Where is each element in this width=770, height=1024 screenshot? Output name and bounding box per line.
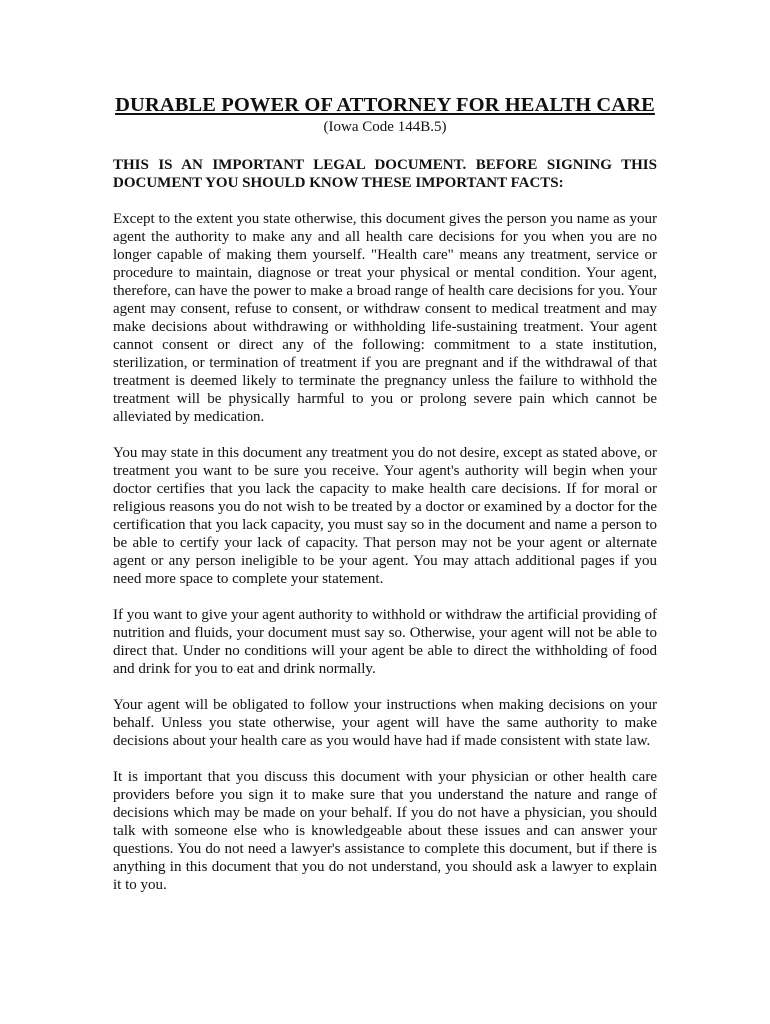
paragraph-treatment-statement: You may state in this document any treatment you do not desire, except as stated above, or treatment you want to be sure you receive. Your agent's authority will begin when your doctor certifies that you lack the capacity to make health care decisions. If for moral or religious reasons you do not wish to be treated by a doctor or examined by a doctor for the certification that you lack capacity, you must say so in the document and name a person to be able to certify your lack of capacity. That person may not be your agent or alternate agent or any person ineligible to be your agent. You may attach additional pages if you need more space to complete your statement.: [113, 445, 657, 587]
paragraph-nutrition-fluids: If you want to give your agent authority to withhold or withdraw the artificial providing of nutrition and fluids, your document must say so. Otherwise, your agent will not be able to direct that. Under no conditions will your agent be able to direct the withholding of food and drink for you to eat and drink normally.: [113, 607, 657, 677]
document-page: [113, 92, 657, 894]
paragraph-agent-authority: Except to the extent you state otherwise, this document gives the person you name as your agent the authority to make any and all health care decisions for you when you are no longer capable of making them yourself. "Health care" means any treatment, service or procedure to maintain, diagnose or treat your physical or mental condition. Your agent, therefore, can have the power to make a broad range of health care decisions for you. Your agent may consent, refuse to consent, or withdraw consent to medical treatment and may make decisions about withdrawing or withholding life-sustaining treatment. Your agent cannot consent or direct any of the following: commitment to a state institution, sterilization, or termination of treatment if you are pregnant and if the withdrawal of that treatment is deemed likely to terminate the pregnancy unless the failure to withhold the treatment will be physically harmful to you or prolong severe pain which cannot be alleviated by medication.: [113, 211, 657, 425]
document-title: DURABLE POWER OF ATTORNEY FOR HEALTH CARE: [115, 94, 655, 116]
paragraph-discuss-with-physician: It is important that you discuss this document with your physician or other health care providers before you sign it to make sure that you understand the nature and range of decisions which may be made on your behalf. If you do not have a physician, you should talk with someone else who is knowledgeable about these issues and can answer your questions. You do not need a lawyer's assistance to complete this document, but if there is anything in this document that you do not understand, you should ask a lawyer to explain it to you.: [113, 769, 657, 893]
important-notice: THIS IS AN IMPORTANT LEGAL DOCUMENT. BEFORE SIGNING THIS DOCUMENT YOU SHOULD KNOW THESE IMPORTANT FACTS:: [113, 157, 657, 191]
paragraph-agent-obligations: Your agent will be obligated to follow your instructions when making decisions on your behalf. Unless you state otherwise, your agent will have the same authority to make decisions about your health care as you would have had if made consistent with state law.: [113, 697, 657, 749]
document-subtitle: (Iowa Code 144B.5): [323, 119, 447, 135]
